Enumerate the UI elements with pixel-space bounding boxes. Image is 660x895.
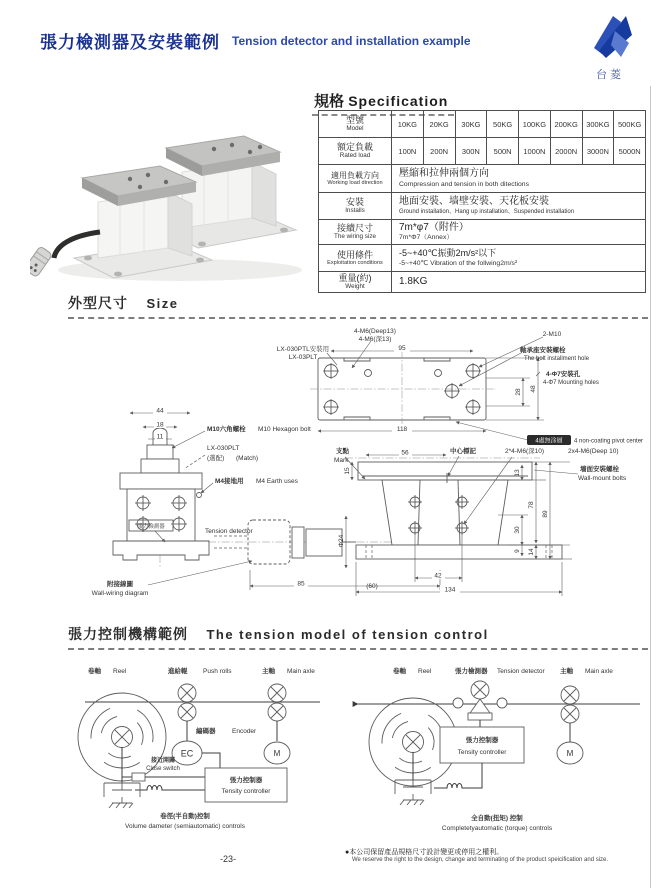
label-reel-en: Reel <box>113 668 127 675</box>
label-wallmount-en: Wall-mount bolts <box>578 475 627 482</box>
label-m4-earth-zh: M4接地用 <box>215 478 244 485</box>
tension-title-en: The tension model of tension control <box>206 627 489 642</box>
controller-box <box>205 768 287 802</box>
cell: 500N <box>487 138 519 165</box>
dim-15: 15 <box>344 467 351 475</box>
dimension-drawings <box>0 318 660 618</box>
cell: -5~+40℃振動2m/s²以下 <box>399 248 497 259</box>
label-mainaxle2-zh: 主軸 <box>560 668 573 675</box>
label-controller-en: Tensity controller <box>221 788 271 795</box>
motor-symbol-2: M <box>566 749 574 758</box>
label-mounting-holes-en: 4-Φ7 Mounting holes <box>543 380 599 386</box>
dim-phi24: Φ24 <box>338 534 345 548</box>
label-close-switch-en: Close switch <box>146 766 180 772</box>
label-mounting-holes-zh: 4-Φ7安裝孔 <box>546 371 581 378</box>
spec-title-en: Specification <box>348 93 449 109</box>
cell: 1000N <box>519 138 551 165</box>
dim-9: 9 <box>514 549 521 553</box>
dim-44: 44 <box>156 407 164 415</box>
label-wiring-diagram-zh: 附接線圖 <box>107 581 133 588</box>
label-2x4m6-zh: 2*4-M6(深10) <box>505 448 545 455</box>
label-m4-earth-en: M4 Earth uses <box>256 478 298 485</box>
motor-symbol: M <box>273 749 281 758</box>
dim-134: 134 <box>444 586 456 594</box>
cell: 300N <box>455 138 487 165</box>
label-pushrolls-zh: 進給輥 <box>168 668 188 675</box>
label-mainaxle-en: Main axle <box>287 668 315 675</box>
cell: 300KG <box>582 111 614 138</box>
caption-right-en: Completetyautomatic (torque) controls <box>441 825 553 832</box>
cell: 地面安裝、墙壁安裝、天花板安裝 <box>399 196 549 208</box>
label-wiring-diagram-en: Wall-wiring diagram <box>91 590 149 597</box>
label-wallmount-zh: 墙面安裝螺栓 <box>580 466 619 473</box>
table-row: 型號 Model 10KG 20KG 30KG 50KG 100KG 200KG 300KG 500KG <box>319 111 646 138</box>
page-title-en: Tension detector and installation example <box>232 34 471 48</box>
label-2m10: 2-M10 <box>542 331 562 338</box>
label-noncoating-en: 4 non-coating pivot center <box>574 438 644 445</box>
front-view-drawing <box>113 406 311 568</box>
side-view-drawing <box>334 446 627 596</box>
dim-95: 95 <box>398 345 406 352</box>
cell: 10KG <box>392 111 424 138</box>
table-row: 接續尺寸 The wiring size 7m*φ7（附件） 7m*Φ7（Annex） <box>319 220 646 245</box>
dim-89: 89 <box>542 510 549 518</box>
label-bearing-bolt-en: The bolt installment hole <box>524 356 590 362</box>
dim-42: 42 <box>434 572 442 580</box>
label-controller2-zh: 張力控制器 <box>465 737 499 744</box>
cell: 7m*φ7（附件） <box>399 221 469 233</box>
caption-left-en: Volume dameter (semiautomatic) controls <box>125 823 245 830</box>
dim-30: 30 <box>514 526 521 534</box>
label-tension-detector-en: Tension detector <box>205 528 253 535</box>
cell: 20KG <box>423 111 455 138</box>
label-center-mark: 中心標記 <box>450 448 476 455</box>
top-view-drawing <box>277 328 643 445</box>
brake-symbol <box>104 783 140 808</box>
product-photo <box>30 112 310 290</box>
footer-note-zh: ●本公司保留產品規格尺寸設計變更或停用之權利。 <box>345 849 504 856</box>
dim-60: (60) <box>366 583 378 590</box>
label-mainaxle2-en: Main axle <box>585 668 613 675</box>
cell: 100KG <box>519 111 551 138</box>
size-title-zh: 外型尺寸 <box>68 295 128 311</box>
dim-14: 14 <box>528 548 535 556</box>
encoder-symbol: EC <box>180 748 194 759</box>
label-noncoating-zh: 4處無涂層 <box>535 438 563 445</box>
tension-title-zh: 張力控制機構範例 <box>68 626 188 642</box>
label-2x4m6-en: 2x4-M6(Deep 10) <box>568 448 619 455</box>
dim-56: 56 <box>401 449 409 457</box>
label-match-zh: (選配) <box>207 455 225 462</box>
page-title-zh: 張力檢測器及安裝範例 <box>40 33 220 52</box>
spec-table <box>318 110 646 293</box>
row-label: 型號 <box>345 115 364 126</box>
label-match-en: (Match) <box>236 455 259 462</box>
cell: 200N <box>423 138 455 165</box>
label-lx030plt: LX-030PLT <box>207 445 240 452</box>
label-pivot-zh: 支點 <box>336 448 349 455</box>
label-reel2-zh: 卷軸 <box>393 668 406 675</box>
label-m6-deep13-zh: 4-M6(深13) <box>358 336 392 343</box>
table-row: 適用負載方向 Working load direction 壓縮和拉伸兩個方向 Compression and tension in both ditections <box>319 165 646 193</box>
table-row: 額定負載 Rated load 100N 200N 300N 500N 1000N 2000N 3000N 5000N <box>319 138 646 165</box>
dim-48: 48 <box>530 385 537 393</box>
detector-unit-front <box>74 166 212 278</box>
cell: 50KG <box>487 111 519 138</box>
label-encoder-zh: 編碼器 <box>196 728 216 735</box>
dim-18: 18 <box>156 421 164 429</box>
label-bearing-bolt-zh: 軸承座安裝螺栓 <box>520 347 566 354</box>
label-m6-deep13-en: 4-M6(Deep13) <box>354 328 396 335</box>
company-logo-icon <box>586 14 634 60</box>
dim-118: 118 <box>396 426 408 433</box>
tension-diagrams <box>0 650 660 850</box>
cell: 壓縮和拉伸兩個方向 <box>399 168 489 180</box>
cell: 3000N <box>582 138 614 165</box>
diagram-semiautomatic <box>78 666 320 830</box>
label-m10-bolt-zh: M10六角螺栓 <box>207 426 246 433</box>
cell: 30KG <box>455 111 487 138</box>
cell: 2000N <box>550 138 582 165</box>
page-edge-line <box>650 86 651 888</box>
label-close-switch-zh: 接近開關 <box>150 758 176 764</box>
label-reel2-en: Reel <box>418 668 432 675</box>
label-reel-zh: 卷軸 <box>88 668 101 675</box>
cell: 100N <box>392 138 424 165</box>
company-logo <box>578 14 642 82</box>
label-detector-en: Tension detector <box>497 668 545 675</box>
size-section-title <box>68 293 648 319</box>
table-row: 安裝 Installs 地面安裝、墙壁安裝、天花板安裝 Ground installation、Hang up installation、Suspended installation <box>319 193 646 220</box>
dim-78: 78 <box>528 501 535 509</box>
table-row: 重量(約) Weight 1.8KG <box>319 272 646 293</box>
label-pivot-en: Mark <box>334 457 349 464</box>
dim-13: 13 <box>514 469 521 477</box>
controller-box-2 <box>440 727 524 763</box>
page-number: -23- <box>220 854 237 864</box>
label-encoder-en: Encoder <box>232 728 257 735</box>
company-logo-text: 台菱 <box>596 69 624 81</box>
dim-85: 85 <box>297 580 305 588</box>
dim-28: 28 <box>515 388 522 396</box>
detector-pulley <box>453 681 507 720</box>
label-lx03plt: LX-03PLT <box>288 354 318 361</box>
cell: 200KG <box>550 111 582 138</box>
caption-left-zh: 卷徑(半自動)控制 <box>160 813 210 820</box>
label-mainaxle-zh: 主軸 <box>262 668 275 675</box>
size-title-en: Size <box>146 296 179 311</box>
dim-11: 11 <box>156 433 164 441</box>
label-controller2-en: Tensity controller <box>457 749 507 756</box>
cell: 5000N <box>614 138 646 165</box>
cell: 1.8KG <box>399 275 428 287</box>
table-row: 使用條件 Exploitation conditions -5~+40℃振動2m/s²以下 -5~+40℃ Vibration of the follwing2m/s² <box>319 245 646 272</box>
label-controller-zh: 張力控制器 <box>229 777 263 784</box>
label-pushrolls-en: Push rolls <box>203 668 232 675</box>
label-detector-zh: 張力檢測器 <box>455 668 488 675</box>
label-lx030ptl: LX-030PTL安裝用 <box>276 346 330 353</box>
cell: 500KG <box>614 111 646 138</box>
diagram-automatic <box>358 666 640 832</box>
label-tension-detector-zh: 張力檢測器 <box>137 524 165 530</box>
label-m10-bolt-en: M10 Hexagon bolt <box>258 426 311 433</box>
caption-right-zh: 全自動(扭矩) 控制 <box>471 815 523 822</box>
tension-section-title <box>68 624 648 650</box>
footer-note-en: We reserve the right to the design, change and terminating of the product speicification and size. <box>352 857 609 863</box>
spec-title-zh: 規格 <box>314 93 345 110</box>
